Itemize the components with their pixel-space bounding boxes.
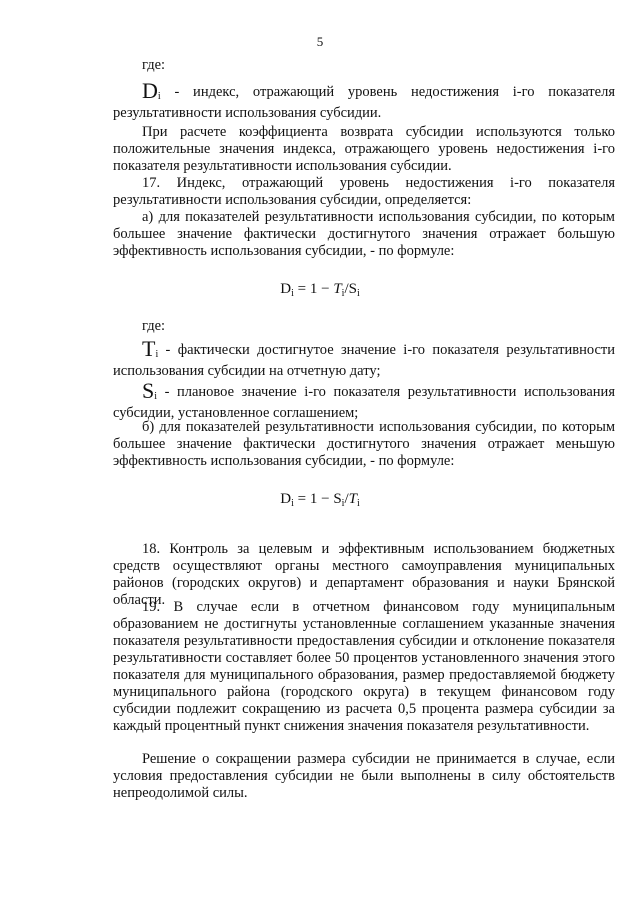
- s-definition-line1: [113, 380, 615, 405]
- formula-1-operator: = 1 −: [293, 281, 334, 297]
- t-symbol-sub: i: [155, 349, 159, 360]
- formula-1-slash: /: [344, 281, 349, 297]
- t-symbol: T: [142, 336, 156, 361]
- formula-1-denominator-sub: i: [356, 288, 360, 299]
- paragraph-a: а) для показателей результативности использования субсидии, по которым большее значение фактически достигнутого значения отражает большую эффективность использования субсидии, - по формуле:: [113, 209, 615, 259]
- d-definition-line1: [113, 80, 615, 105]
- where-label-2: где:: [142, 318, 166, 334]
- paragraph-17: 17. Индекс, отражающий уровень недостижения i-го показателя результативности использования субсидии, определяется:: [113, 175, 615, 208]
- formula-2-lhs: D: [280, 491, 292, 507]
- paragraph-18: 18. Контроль за целевым и эффективным использованием бюджетных средств осуществляют органы местного самоуправления муниципальных районов (городских округов) и департамент образования и науки Брянской области.: [113, 541, 615, 608]
- formula-2-denominator: T: [348, 491, 357, 507]
- formula-1-denominator: S: [348, 281, 357, 297]
- formula-2-slash: /: [344, 491, 349, 507]
- s-definition: [113, 380, 615, 422]
- t-definition: [113, 338, 615, 380]
- d-symbol-sub: i: [157, 91, 161, 102]
- paragraph-b: б) для показателей результативности использования субсидии, по которым большее значение фактически достигнутого значения отражает меньшую эффективность использования субсидии, - по формуле:: [113, 419, 615, 469]
- formula-1-lhs: D: [280, 281, 292, 297]
- d-definition-text: - индекс, отражающий уровень недостижения i-го показателя: [160, 84, 615, 100]
- formula-1: [0, 281, 640, 302]
- d-definition: [113, 80, 615, 122]
- d-symbol: D: [142, 78, 158, 103]
- formula-2: [0, 491, 640, 512]
- formula-2-lhs-sub: i: [291, 498, 294, 509]
- s-symbol-sub: i: [154, 391, 158, 402]
- t-definition-line1: [113, 338, 615, 363]
- d-definition-line2: результативности использования субсидии.: [113, 105, 382, 121]
- page-number: 5: [316, 34, 324, 49]
- s-definition-text: - плановое значение i-го показателя результативности использования: [157, 384, 615, 400]
- formula-2-numerator: S: [333, 491, 342, 507]
- formula-2-operator: = 1 −: [293, 491, 334, 507]
- s-symbol: S: [142, 378, 155, 403]
- where-label-1: где:: [142, 57, 166, 73]
- formula-1-numerator-sub: i: [341, 288, 345, 299]
- paragraph-positive-values: При расчете коэффициента возврата субсидии используются только положительные значения индекса, отражающего уровень недостижения i-го показателя результативности использования субсидии.: [113, 124, 615, 174]
- formula-1-numerator: T: [333, 281, 342, 297]
- t-definition-text: - фактически достигнутое значение i-го показателя результативности: [158, 342, 615, 358]
- paragraph-19: 19. В случае если в отчетном финансовом году муниципальным образованием не достигнуты установленные соглашением указанные значения показателя результативности предоставления субсидии и отклонение показателя результативности составляет более 50 процентов установленного значения этого показателя для муниципального образования, размер предоставляемой бюджету муниципального района (городского округа) в текущем финансовом году субсидии подлежит сокращению из расчета 0,5 процента размера субсидии за каждый процентный пункт снижения значения показателя результативности.: [113, 599, 615, 734]
- formula-2-denominator-sub: i: [356, 498, 360, 509]
- formula-1-lhs-sub: i: [291, 288, 294, 299]
- paragraph-final: Решение о сокращении размера субсидии не принимается в случае, если условия предоставления субсидии не были выполнены в силу обстоятельств непреодолимой силы.: [113, 751, 615, 801]
- s-definition-line2: субсидии, установленное соглашением;: [113, 405, 359, 421]
- formula-2-numerator-sub: i: [341, 498, 345, 509]
- t-definition-line2: использования субсидии на отчетную дату;: [113, 363, 381, 379]
